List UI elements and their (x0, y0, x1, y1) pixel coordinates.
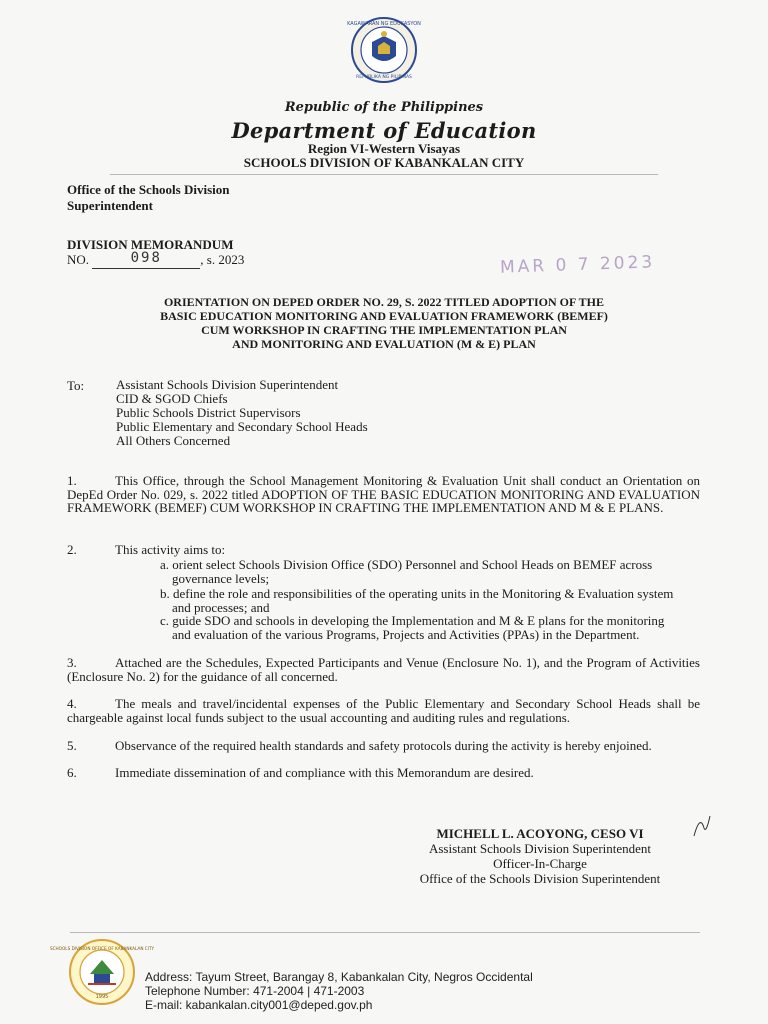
paragraph-text: Immediate dissemination of and compliance with this Memorandum are desired. (115, 765, 534, 780)
paragraph-text: Attached are the Schedules, Expected Participants and Venue (Enclosure No. 1), and the Program of Activities (Enclosure No. 2) for the guidance of all concerned. (67, 655, 700, 684)
paragraph-number: 2. (67, 542, 77, 557)
paragraph-number: 6. (67, 765, 77, 780)
footer-telephone: Telephone Number: 471-2004 | 471-2003 (145, 984, 365, 998)
signatory-title: Office of the Schools Division Superintendent (419, 871, 661, 886)
date-stamp: MAR 0 7 2023 (499, 252, 656, 278)
deped-seal-ring-bottom: REPUBLIKA NG PILIPINAS (356, 75, 412, 80)
deped-seal-ring-top: KAGAWARAN NG EDUKASYON (347, 21, 421, 27)
header-republic: Republic of the Philippines (284, 100, 484, 115)
deped-seal (347, 12, 421, 94)
division-seal-year: 1995 (95, 994, 109, 1000)
header-region: Region VI-Western Visayas (307, 141, 461, 156)
memo-no-label: NO. (67, 252, 90, 267)
memo-number-blank (92, 252, 200, 269)
aim-c (160, 614, 664, 642)
paragraph-3 (67, 656, 700, 683)
header-division: SCHOOLS DIVISION OF KABANKALAN CITY (243, 155, 525, 170)
recipient-item: CID & SGOD Chiefs (116, 391, 228, 406)
recipient-list (116, 378, 368, 448)
aim-b (160, 587, 673, 615)
subject-line3: CUM WORKSHOP IN CRAFTING THE IMPLEMENTATION PLAN (201, 323, 567, 337)
paragraph-1 (67, 474, 700, 515)
signatory-title: Officer-In-Charge (493, 856, 587, 871)
memo-number-line (67, 252, 244, 269)
to-label: To: (67, 378, 85, 393)
memo-year: , s. 2023 (200, 252, 245, 267)
paragraph-5 (67, 739, 700, 753)
paragraph-number: 3. (67, 655, 77, 670)
memo-title: DIVISION MEMORANDUM (67, 237, 234, 252)
division-seal-ring: SCHOOLS DIVISION OFFICE OF KABANKALAN CITY (49, 946, 155, 951)
paragraph-text: This activity aims to: (115, 542, 226, 557)
subject-line2: BASIC EDUCATION MONITORING AND EVALUATION FRAMEWORK (BEMEF) (160, 309, 608, 323)
subject-line1: ORIENTATION ON DEPED ORDER NO. 29, S. 2022 TITLED ADOPTION OF THE (163, 295, 605, 309)
memo-subject (0, 295, 768, 351)
signatory-name: MICHELL L. ACOYONG, CESO VI (436, 826, 644, 841)
paragraph-number: 1. (67, 473, 77, 488)
office-line1: Office of the Schools Division (67, 182, 230, 197)
paragraph-6 (67, 766, 700, 780)
signatory-title: Assistant Schools Division Superintendent (428, 841, 652, 856)
office-block (67, 182, 230, 214)
header-rule (110, 174, 658, 175)
paragraph-4 (67, 697, 700, 724)
footer-address: Address: Tayum Street, Barangay 8, Kabankalan City, Negros Occidental (145, 970, 533, 984)
aim-a (160, 558, 652, 586)
aim-line: and processes; and (172, 600, 270, 615)
footer-email[interactable]: E-mail: kabankalan.city001@deped.gov.ph (145, 998, 373, 1012)
aim-line: b. define the role and responsibilities of the operating units in the Monitoring & Evaluation system (160, 586, 674, 601)
paragraph-text: The meals and travel/incidental expenses of the Public Elementary and Secondary School Heads shall be chargeable against local funds subject to the usual accounting and auditing rules and regulations. (67, 696, 700, 725)
paragraph-2 (67, 543, 700, 557)
paragraph-text: Observance of the required health standards and safety protocols during the activity is hereby enjoined. (115, 738, 652, 753)
paragraph-number: 4. (67, 696, 77, 711)
memo-number: 098 (130, 250, 162, 266)
recipient-item: Public Elementary and Secondary School Heads (116, 419, 368, 434)
paragraph-number: 5. (67, 738, 77, 753)
subject-line4: AND MONITORING AND EVALUATION (M & E) PLAN (232, 337, 536, 351)
header-department: Department of Education (231, 118, 537, 143)
aim-line: c. guide SDO and schools in developing the Implementation and M & E plans for the monitoring (160, 613, 665, 628)
division-seal (49, 938, 155, 1006)
aim-line: and evaluation of the various Programs, Projects and Activities (PPAs) in the Department. (172, 627, 640, 642)
footer-rule (70, 932, 700, 933)
signature-block (380, 826, 700, 886)
paragraph-text: This Office, through the School Management Monitoring & Evaluation Unit shall conduct an Orientation on DepEd Order No. 029, s. 2022 titled ADOPTION OF THE BASIC EDUCATION MONITORING AND EVALUATION FRAMEWORK (BEMEF) CUM WORKSHOP IN CRAFTING THE IMPLEMENTATION AND M & E PLANS. (67, 473, 700, 515)
footer-contact (145, 970, 533, 1012)
recipient-item: All Others Concerned (116, 433, 231, 448)
aim-line: a. orient select Schools Division Office (SDO) Personnel and School Heads on BEMEF across (160, 557, 653, 572)
office-line2: Superintendent (67, 198, 153, 213)
recipient-item: Public Schools District Supervisors (116, 405, 301, 420)
recipient-item: Assistant Schools Division Superintendent (116, 377, 339, 392)
aim-line: governance levels; (172, 571, 270, 586)
signature-mark (690, 810, 714, 840)
